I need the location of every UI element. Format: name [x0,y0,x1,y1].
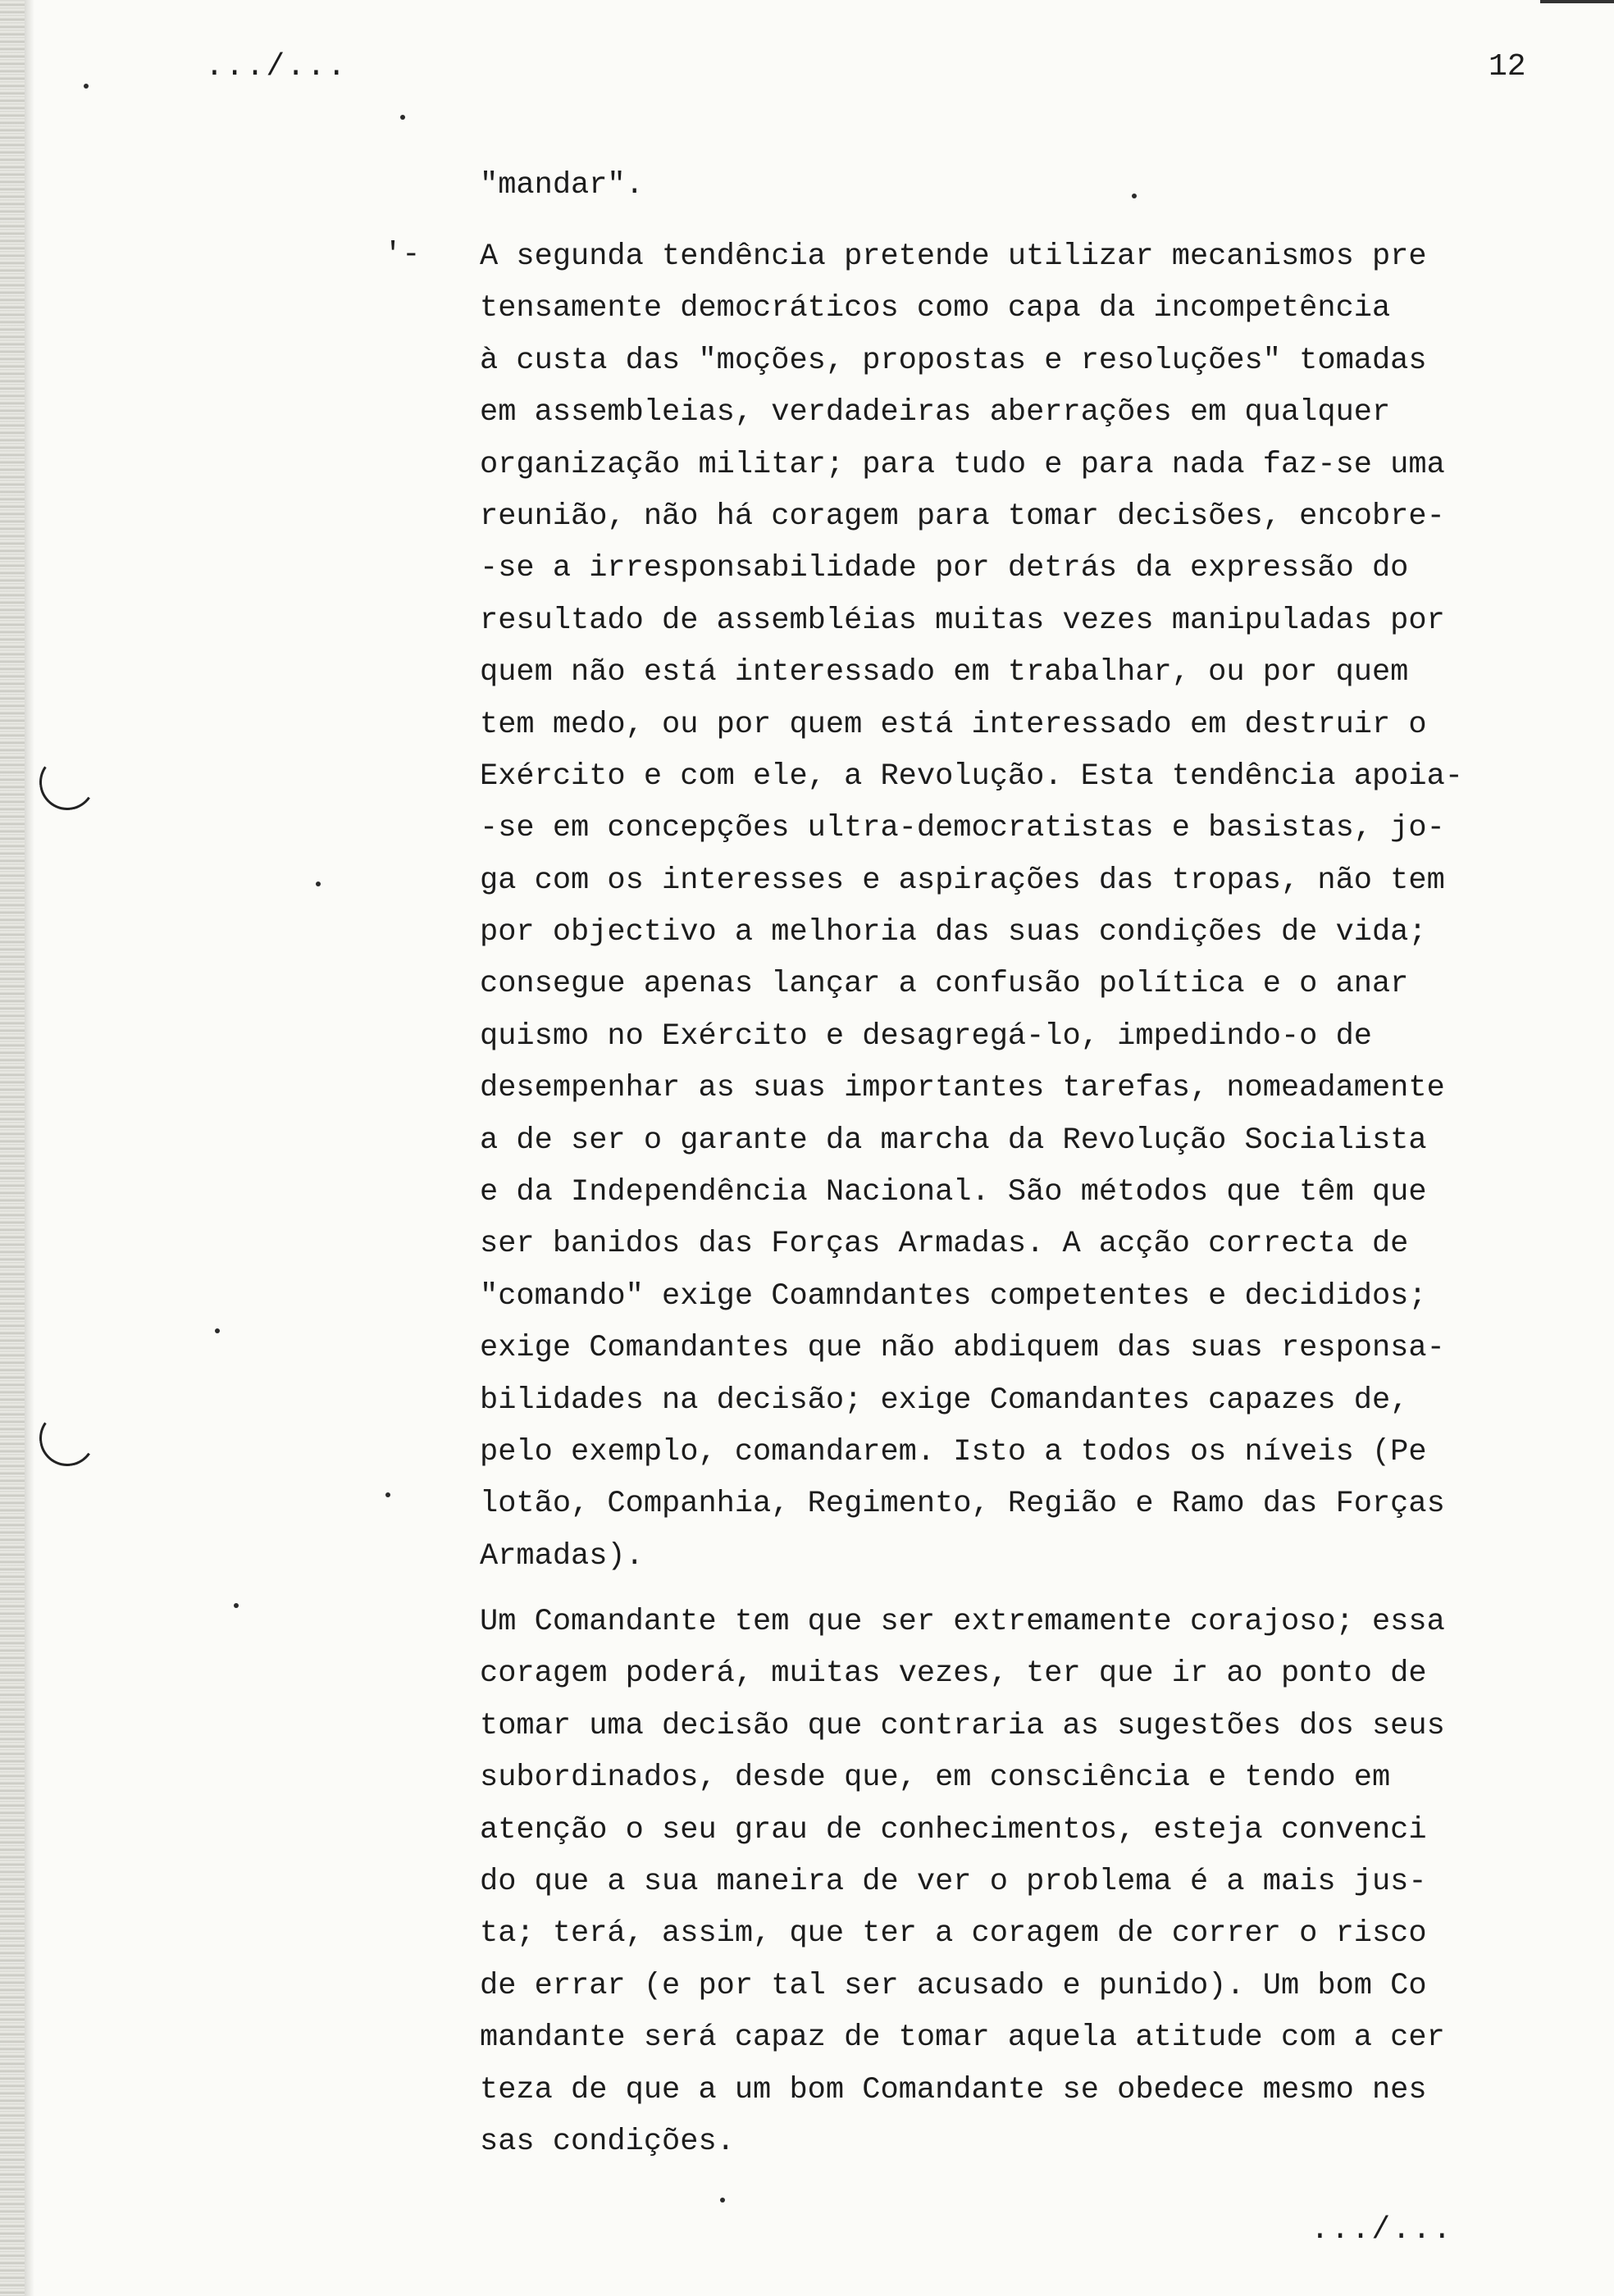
scan-speck [1132,194,1137,198]
text-line: do que a sua maneira de ver o problema é a mais jus- [480,1864,1427,1899]
text-line: à custa das "moções, propostas e resoluções" tomadas [480,343,1427,378]
text-line: em assembleias, verdadeiras aberrações em qualquer [480,395,1391,430]
paragraph-first [480,231,1546,1583]
text-line: resultado de assembléias muitas vezes manipuladas por [480,603,1445,638]
text-line: coragem poderá, muitas vezes, ter que ir ao ponto de [480,1656,1427,1692]
text-line: tem medo, ou por quem está interessado em destruir o [480,707,1427,742]
text-line: "comando" exige Coamndantes competentes e decididos; [480,1278,1427,1314]
text-line: atenção o seu grau de conhecimentos, esteja convenci [480,1812,1427,1847]
scan-speck [720,2198,725,2203]
text-line: tensamente democráticos como capa da incompetência [480,291,1391,326]
punch-hole-top [35,750,100,815]
binding-shadow [25,0,34,2296]
punch-hole-bottom [35,1406,100,1471]
continuation-marker-bottom: .../... [1311,2212,1453,2248]
text-line: exige Comandantes que não abdiquem das suas responsa- [480,1331,1445,1366]
text-line: Armadas). [480,1538,644,1574]
text-line: pelo exemplo, comandarem. Isto a todos os níveis (Pe [480,1434,1427,1469]
text-line: de errar (e por tal ser acusado e punido). Um bom Co [480,1968,1427,2003]
text-line: a de ser o garante da marcha da Revolução Socialista [480,1123,1427,1158]
continuation-marker-top: .../... [205,49,348,84]
text-line: Um Comandante tem que ser extremamente corajoso; essa [480,1605,1445,1639]
scanned-binding-edge [0,0,25,2296]
text-line: consegue apenas lançar a confusão política e o anar [480,967,1409,1002]
text-line: "mandar". [480,168,644,203]
scan-border-mark [1540,0,1614,3]
text-line: desempenhar as suas importantes tarefas, nomeadamente [480,1071,1445,1106]
text-line: tomar uma decisão que contraria as sugestões dos seus [480,1708,1445,1743]
text-line: lotão, Companhia, Regimento, Região e Ramo das Forças [480,1487,1445,1522]
text-line: e da Independência Nacional. São métodos que têm que [480,1175,1427,1210]
scan-speck [385,1492,390,1497]
text-line: sas condições. [480,2124,735,2159]
text-line: ser banidos das Forças Armadas. A acção correcta de [480,1227,1409,1262]
text-line: ta; terá, assim, que ter a coragem de correr o risco [480,1916,1427,1952]
text-line: Exército e com ele, a Revolução. Esta tendência apoia- [480,758,1463,794]
text-line: -se a irresponsabilidade por detrás da expressão do [480,551,1409,586]
text-line: por objectivo a melhoria das suas condições de vida; [480,915,1427,950]
page-number: 12 [1489,49,1526,84]
opening-fragment [480,160,1546,212]
text-line: mandante será capaz de tomar aquela atitude com a cer [480,2020,1445,2056]
scan-speck [234,1603,239,1608]
text-line: A segunda tendência pretende utilizar mecanismos pre [480,239,1427,274]
scan-speck [84,84,89,89]
scan-speck [316,882,321,886]
text-line: -se em concepções ultra-democratistas e basistas, jo- [480,811,1445,846]
text-line: bilidades na decisão; exige Comandantes capazes de, [480,1383,1409,1418]
scan-speck [400,115,405,120]
text-line: subordinados, desde que, em consciência e tendo em [480,1761,1391,1796]
scan-speck [215,1328,220,1333]
text-line: ga com os interesses e aspirações das tropas, não tem [480,863,1445,898]
text-line: quem não está interessado em trabalhar, ou por quem [480,655,1409,690]
text-line: reunião, não há coragem para tomar decisões, encobre- [480,499,1445,534]
text-line: teza de que a um bom Comandante se obedece mesmo nes [480,2072,1427,2107]
text-line: organização militar; para tudo e para nada faz-se uma [480,447,1445,482]
text-line: quismo no Exército e desagregá-lo, impedindo-o de [480,1018,1372,1054]
paragraph-second [480,1597,1546,2168]
dash-bullet: '- [384,238,421,272]
